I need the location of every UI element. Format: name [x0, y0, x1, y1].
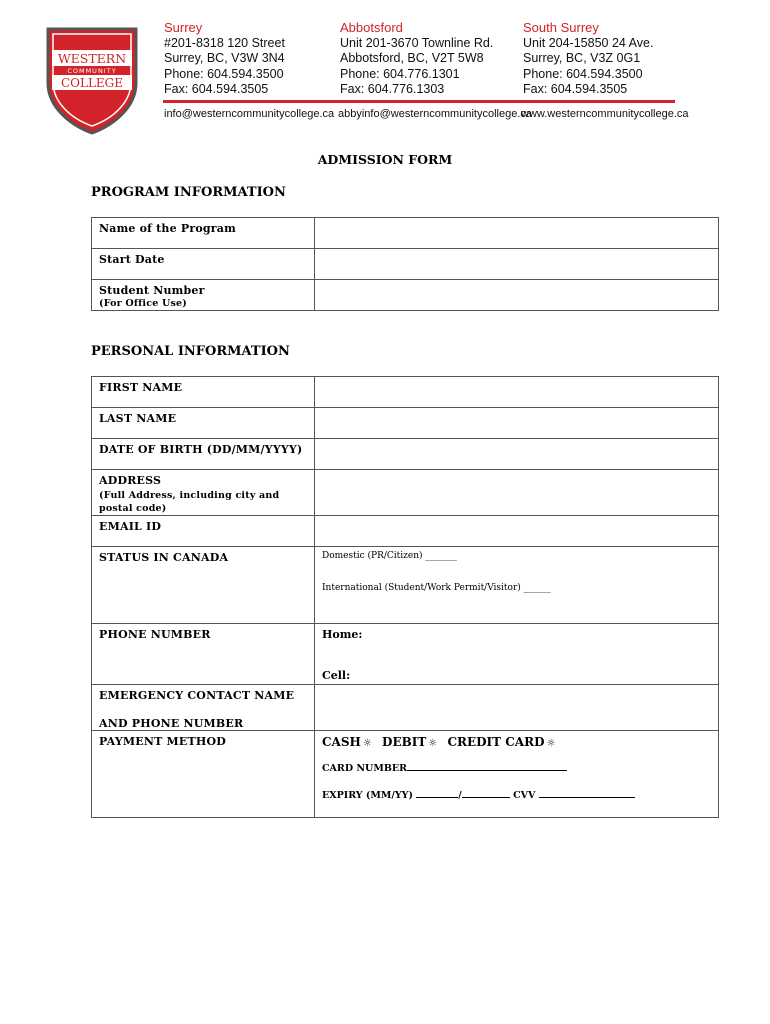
- phone-home-label: Home:: [322, 628, 363, 641]
- campus-surrey: [164, 20, 285, 98]
- header-divider: [163, 100, 675, 103]
- campus-name: Abbotsford: [340, 20, 403, 35]
- campus-address-line: Abbotsford, BC, V2T 5W8: [340, 51, 484, 65]
- campus-fax: Fax: 604.776.1303: [340, 82, 445, 96]
- website-link[interactable]: www.westerncommunitycollege.ca: [521, 108, 689, 120]
- pay-debit-option[interactable]: DEBIT: [382, 735, 427, 749]
- student-number-label: Student Number (For Office Use): [92, 280, 315, 311]
- status-option-international[interactable]: International (Student/Work Permit/Visitor) ______: [322, 583, 551, 593]
- sun-icon: ☼: [428, 738, 438, 749]
- sun-icon: ☼: [362, 738, 372, 749]
- program-table: [91, 217, 719, 311]
- campus-abbotsford: [340, 20, 493, 98]
- address-label: ADDRESS (Full Address, including city and postal code): [92, 470, 315, 516]
- sun-icon: ☼: [546, 738, 556, 749]
- last-name-field[interactable]: [315, 408, 719, 439]
- campus-address-line: Surrey, BC, V3W 3N4: [164, 51, 285, 65]
- expiry-row: EXPIRY (MM/YY) / CVV: [322, 788, 711, 801]
- campus-address-line: Unit 201-3670 Townline Rd.: [340, 35, 494, 50]
- status-label: STATUS IN CANADA: [92, 547, 315, 624]
- phone-label: PHONE NUMBER: [92, 624, 315, 685]
- college-logo: [44, 25, 140, 135]
- status-option-domestic[interactable]: Domestic (PR/Citizen) _______: [322, 551, 457, 561]
- personal-heading: PERSONAL INFORMATION: [91, 344, 290, 359]
- emergency-contact-field[interactable]: [315, 685, 719, 731]
- card-number-row: CARD NUMBER: [322, 761, 711, 774]
- start-date-field[interactable]: [315, 249, 719, 280]
- pay-cash-option[interactable]: CASH: [322, 735, 361, 749]
- phone-field[interactable]: [315, 624, 719, 685]
- form-title: ADMISSION FORM: [317, 152, 453, 167]
- email-label: EMAIL ID: [92, 516, 315, 547]
- campus-phone: Phone: 604.594.3500: [523, 66, 643, 81]
- first-name-field[interactable]: [315, 377, 719, 408]
- campus-address-line: Surrey, BC, V3Z 0G1: [523, 51, 641, 65]
- phone-cell-label: Cell:: [322, 669, 351, 682]
- campus-fax: Fax: 604.594.3505: [523, 82, 628, 96]
- program-name-field[interactable]: [315, 218, 719, 249]
- last-name-label: LAST NAME: [92, 408, 315, 439]
- campus-south-surrey: [523, 20, 653, 98]
- student-number-field[interactable]: [315, 280, 719, 311]
- campus-address-line: #201-8318 120 Street: [164, 35, 285, 50]
- campus-name: South Surrey: [523, 20, 599, 35]
- expiry-month-blank[interactable]: [416, 788, 458, 798]
- emergency-contact-label: EMERGENCY CONTACT NAME AND PHONE NUMBER: [92, 685, 315, 731]
- cvv-blank[interactable]: [539, 788, 635, 798]
- office-use-note: (For Office Use): [99, 298, 187, 309]
- program-heading: PROGRAM INFORMATION: [91, 185, 286, 200]
- address-note: (Full Address, including city and postal code): [99, 490, 280, 514]
- campus-phone: Phone: 604.594.3500: [164, 66, 284, 81]
- start-date-label: Start Date: [92, 249, 315, 280]
- status-field[interactable]: [315, 547, 719, 624]
- campus-fax: Fax: 604.594.3505: [164, 82, 269, 96]
- payment-method-label: PAYMENT METHOD: [92, 731, 315, 818]
- program-name-label: Name of the Program: [92, 218, 315, 249]
- svg-text:WESTERN: WESTERN: [57, 51, 127, 66]
- svg-text:COMMUNITY: COMMUNITY: [67, 67, 117, 75]
- address-field[interactable]: [315, 470, 719, 516]
- email-link-abbotsford[interactable]: abbyinfo@westerncommunitycollege.ca: [338, 108, 532, 120]
- dob-label: DATE OF BIRTH (DD/MM/YYYY): [92, 439, 315, 470]
- expiry-year-blank[interactable]: [462, 788, 510, 798]
- payment-method-field[interactable]: [315, 731, 719, 818]
- first-name-label: FIRST NAME: [92, 377, 315, 408]
- email-field[interactable]: [315, 516, 719, 547]
- svg-text:COLLEGE: COLLEGE: [60, 76, 124, 90]
- campus-phone: Phone: 604.776.1301: [340, 66, 460, 81]
- pay-credit-option[interactable]: CREDIT CARD: [447, 735, 545, 749]
- personal-table: [91, 376, 719, 818]
- campus-address-line: Unit 204-15850 24 Ave.: [523, 35, 654, 50]
- campus-name: Surrey: [164, 20, 203, 35]
- card-number-blank[interactable]: [407, 761, 567, 771]
- email-link-surrey[interactable]: info@westerncommunitycollege.ca: [164, 108, 335, 120]
- dob-field[interactable]: [315, 439, 719, 470]
